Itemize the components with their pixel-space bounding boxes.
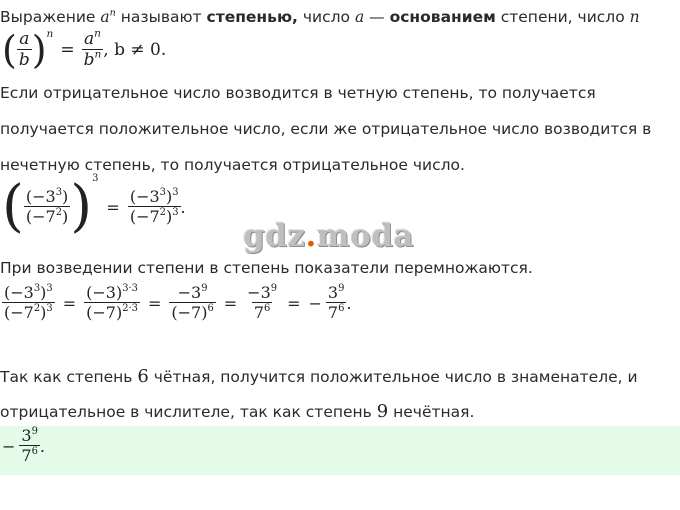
formula-example: ( $\frac{(-3^3)}{(-7^2)}$ ) 3 = $\frac{(-3^3)^3}{(-7^2)^3}$ . — [2, 173, 186, 239]
paragraph-line: получается положительное число, если же отрицательное число возводится в — [0, 120, 652, 138]
bold-term-base: основанием — [389, 8, 496, 26]
math-expr: (−3) — [86, 283, 123, 302]
bold-term-power: степенью, — [206, 8, 298, 26]
math-var-a: a — [354, 8, 365, 26]
exponent: 3 — [33, 283, 41, 295]
exponent: 3 — [159, 186, 166, 198]
math-var: b — [18, 50, 30, 71]
paragraph-line: нечетную степень, то получается отрицательное число. — [0, 156, 465, 174]
exponent: 3 — [172, 186, 179, 198]
watermark-logo: gdz.moda — [243, 218, 415, 254]
text: Выражение — [0, 8, 96, 26]
exponent: 2·3 — [122, 303, 138, 315]
math-var: n — [46, 28, 54, 40]
math-var: a — [19, 28, 30, 49]
equals: = — [60, 40, 75, 60]
math-expr: (−3 — [129, 186, 160, 206]
period: . — [180, 197, 186, 217]
math-expr: −3 — [177, 283, 202, 302]
math-expr: 3 — [327, 283, 339, 302]
text: — — [369, 8, 385, 26]
exponent: 6 — [264, 303, 271, 315]
math-expr: 3 — [21, 426, 32, 445]
definition-line — [0, 8, 640, 26]
math-expr: (−7 — [25, 207, 56, 227]
exponent: 2 — [159, 207, 166, 219]
math-var-n: n — [629, 8, 640, 26]
paragraph-line — [0, 366, 638, 387]
exponent: 3·3 — [122, 283, 138, 295]
exponent: 6 — [338, 303, 345, 315]
formula-chain: $\frac{(-3^3)^3}{(-7^2)^3}$ = $\frac{(-3)^{3\cdot 3}}{(-7)^{2\cdot 3}}$ = $\frac{-3^9}{(-7)^6}$ = $\frac{-3^9}{7^6}$ = − $\frac{3^9}{7^6}$ . — [4, 283, 352, 323]
text: отрицательное в числителе, так как степень — [0, 403, 372, 421]
math-number: 6 — [137, 366, 149, 387]
text: степени, число — [500, 8, 625, 26]
formula-fraction-power: ( $\frac{a}{b}$ ) n = $\frac{a^n}{b^n}$ , b ≠ 0. — [2, 27, 167, 72]
minus-sign: − — [308, 293, 322, 313]
math-expr: (−7) — [86, 303, 123, 323]
exponent: 3 — [172, 207, 179, 219]
math-var-n: n — [109, 7, 116, 19]
minus-sign: − — [2, 436, 16, 456]
math-var-a: a — [100, 8, 110, 26]
math-var: n — [94, 48, 102, 61]
math-expr: 7 — [253, 303, 265, 323]
period: . — [346, 293, 352, 313]
math-expr: −3 — [247, 283, 271, 302]
exponent: 9 — [338, 283, 345, 295]
exponent: 6 — [207, 303, 214, 315]
math-expr: (−3 — [4, 283, 34, 302]
paragraph-line: При возведении степени в степень показатели перемножаются. — [0, 259, 533, 277]
math-number: 9 — [376, 401, 389, 422]
math-expr: (−7 — [129, 207, 160, 227]
condition-text: , b ≠ 0. — [103, 40, 167, 60]
exponent: 3 — [46, 303, 53, 315]
math-expr: (−7) — [171, 303, 208, 323]
exponent: 6 — [31, 446, 38, 458]
text: нечётная. — [393, 403, 475, 421]
math-var: a — [83, 28, 95, 49]
math-expr: (−7 — [4, 303, 34, 323]
text: называют — [120, 8, 202, 26]
math-expr: (−3 — [25, 186, 56, 206]
exponent: 2 — [55, 207, 62, 219]
answer-formula — [2, 427, 45, 466]
exponent: 9 — [270, 283, 278, 295]
exponent: 9 — [201, 283, 208, 295]
math-var: b — [83, 50, 95, 71]
text: число — [302, 8, 350, 26]
period: . — [39, 436, 45, 456]
exponent: 3 — [46, 283, 53, 295]
math-expr: 7 — [327, 303, 339, 323]
exponent: 3 — [55, 186, 62, 198]
text: Так как степень — [0, 368, 133, 386]
math-expr: 7 — [21, 446, 32, 466]
paragraph-line — [0, 401, 474, 422]
exponent: 2 — [33, 303, 41, 315]
paragraph-line: Если отрицательное число возводится в четную степень, то получается — [0, 84, 596, 102]
math-var: n — [94, 27, 101, 40]
exponent: 9 — [31, 426, 38, 438]
text: чётная, получится положительное число в знаменателе, и — [153, 368, 638, 386]
answer-box — [0, 426, 680, 475]
